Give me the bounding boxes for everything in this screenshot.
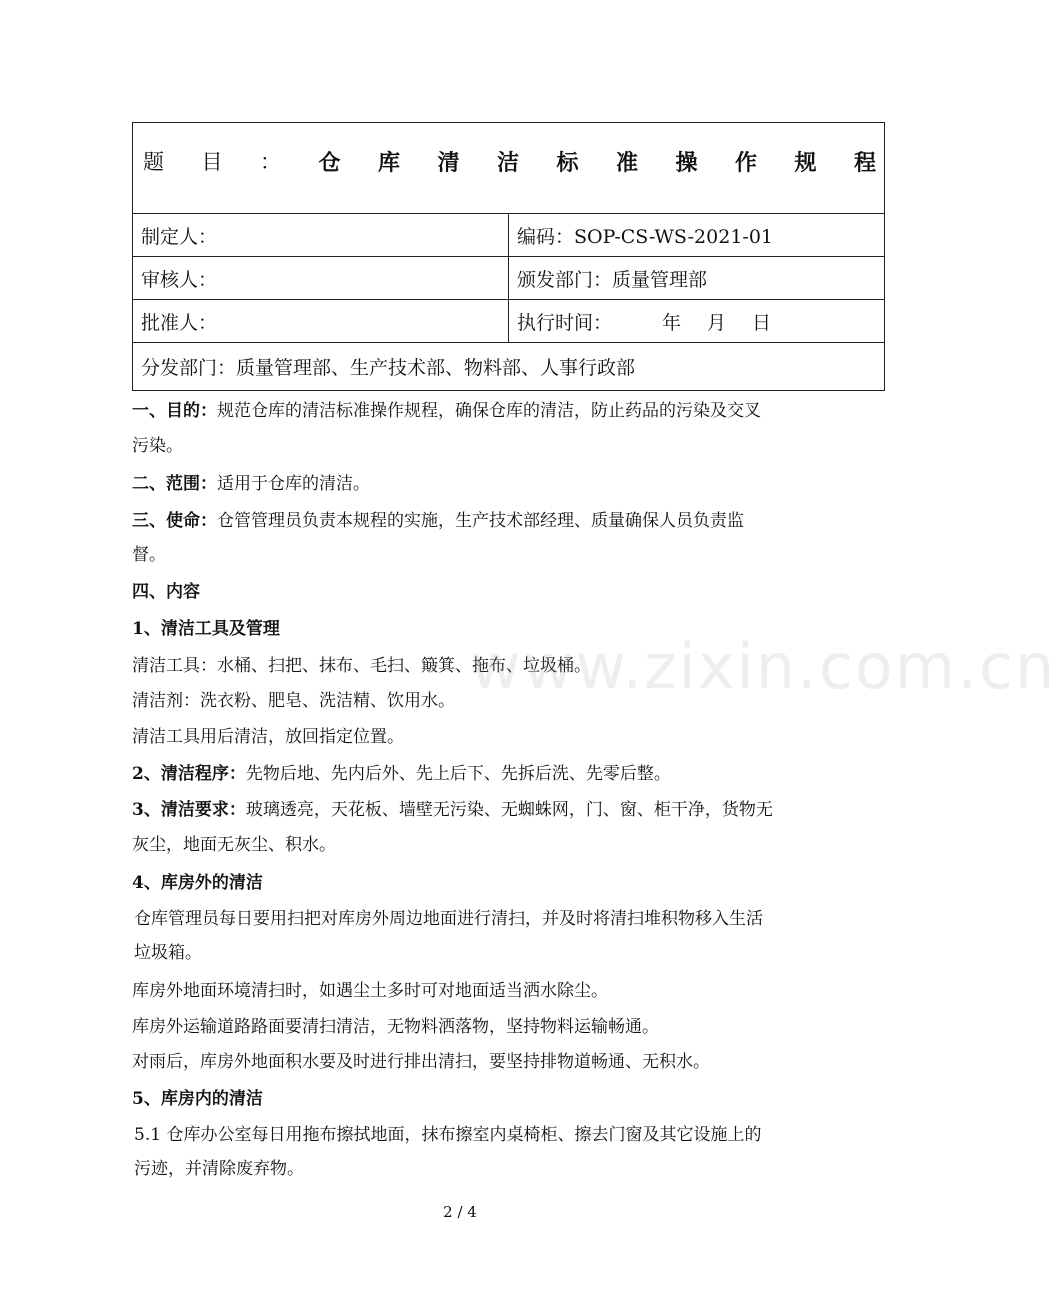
scope-line bbox=[132, 472, 370, 496]
purpose-text: 规范仓库的清洁标准操作规程，确保仓库的清洁，防止药品的污染及交叉 bbox=[217, 401, 761, 421]
tool-storage: 清洁工具用后清洁，放回指定位置。 bbox=[132, 727, 404, 747]
purpose-heading: 一、目的： bbox=[132, 401, 217, 421]
duty-line bbox=[132, 509, 744, 533]
section4-line1-cont: 垃圾箱。 bbox=[134, 943, 202, 963]
duty-heading: 三、使命： bbox=[132, 511, 217, 531]
watermark: www.zixin.com.cn bbox=[470, 630, 1056, 703]
duty-text: 仓管管理员负责本规程的实施，生产技术部经理、质量确保人员负责监 bbox=[217, 511, 744, 531]
duty-text-cont: 督。 bbox=[132, 545, 166, 565]
reviewer-label: 审核人： bbox=[141, 268, 218, 291]
purpose-line bbox=[132, 399, 761, 423]
section2-text: 先物后地、先内后外、先上后下、先拆后洗、先零后整。 bbox=[245, 764, 671, 784]
cleaning-agents: 清洁剂：洗衣粉、肥皂、洗洁精、饮用水。 bbox=[132, 691, 455, 711]
title-char: 清 bbox=[437, 149, 460, 176]
title-label2: 目 bbox=[201, 150, 223, 174]
section4-line2: 库房外地面环境清扫时，如遇尘土多时可对地面适当洒水除尘。 bbox=[132, 981, 608, 1001]
distribution-departments: 分发部门：质量管理部、生产技术部、物料部、人事行政部 bbox=[141, 357, 636, 379]
title-char: 库 bbox=[377, 149, 400, 176]
document-title bbox=[143, 141, 876, 181]
exec-year: 年 bbox=[662, 311, 682, 334]
author-label: 制定人： bbox=[141, 225, 218, 248]
title-char: 标 bbox=[556, 149, 579, 176]
section4-heading: 4、库房外的清洁 bbox=[132, 873, 263, 893]
section2-heading: 2、清洁程序： bbox=[132, 764, 246, 784]
section5-heading: 5、库房内的清洁 bbox=[132, 1089, 263, 1109]
exec-month: 月 bbox=[707, 311, 727, 334]
issue-department: 颁发部门：质量管理部 bbox=[517, 268, 708, 291]
section3-heading: 3、清洁要求： bbox=[132, 800, 246, 820]
title-char: 操 bbox=[675, 149, 698, 176]
execution-time bbox=[517, 300, 771, 342]
section4-line1: 仓库管理员每日要用扫把对库房外周边地面进行清扫，并及时将清扫堆积物移入生活 bbox=[134, 909, 763, 929]
section4-line3: 库房外运输道路路面要清扫清洁，无物料洒落物，坚持物料运输畅通。 bbox=[132, 1017, 659, 1037]
scope-text: 适用于仓库的清洁。 bbox=[217, 474, 370, 494]
exec-time-label: 执行时间： bbox=[517, 311, 613, 334]
column-divider bbox=[508, 214, 509, 343]
approver-label: 批准人： bbox=[141, 311, 218, 334]
content-heading: 四、内容 bbox=[132, 582, 200, 602]
section3-text-cont: 灰尘，地面无灰尘、积水。 bbox=[132, 835, 336, 855]
exec-day: 日 bbox=[752, 311, 772, 334]
page-number: 2 / 4 bbox=[443, 1203, 477, 1221]
title-char: 规 bbox=[794, 149, 817, 176]
title-row bbox=[133, 123, 884, 214]
section5-line1: 5.1 仓库办公室每日用拖布擦拭地面，抹布擦室内桌椅柜、擦去门窗及其它设施上的 bbox=[134, 1125, 762, 1145]
section3-text: 玻璃透亮，天花板、墙壁无污染、无蜘蛛网，门、窗、柜干净，货物无 bbox=[245, 800, 773, 820]
purpose-text-cont: 污染。 bbox=[132, 436, 183, 456]
title-label: 题 bbox=[143, 150, 164, 174]
title-char: 仓 bbox=[318, 149, 341, 176]
section1-heading: 1、清洁工具及管理 bbox=[132, 619, 280, 639]
document-code: 编码：SOP-CS-WS-2021-01 bbox=[517, 225, 773, 248]
title-char: 洁 bbox=[496, 149, 519, 176]
title-char: 准 bbox=[615, 149, 638, 176]
section3-line bbox=[132, 798, 773, 822]
header-table bbox=[132, 122, 885, 391]
section5-line1-cont: 污迹，并清除废弃物。 bbox=[134, 1159, 304, 1179]
section4-line4: 对雨后，库房外地面积水要及时进行排出清扫，要坚持排物道畅通、无积水。 bbox=[132, 1052, 710, 1072]
title-colon: ： bbox=[259, 150, 281, 174]
title-char: 作 bbox=[734, 149, 757, 176]
section2-line bbox=[132, 762, 671, 786]
scope-heading: 二、范围： bbox=[132, 474, 217, 494]
title-char: 程 bbox=[853, 149, 876, 176]
cleaning-tools: 清洁工具：水桶、扫把、抹布、毛扫、簸箕、拖布、垃圾桶。 bbox=[132, 656, 591, 676]
distribution-row bbox=[133, 343, 884, 390]
